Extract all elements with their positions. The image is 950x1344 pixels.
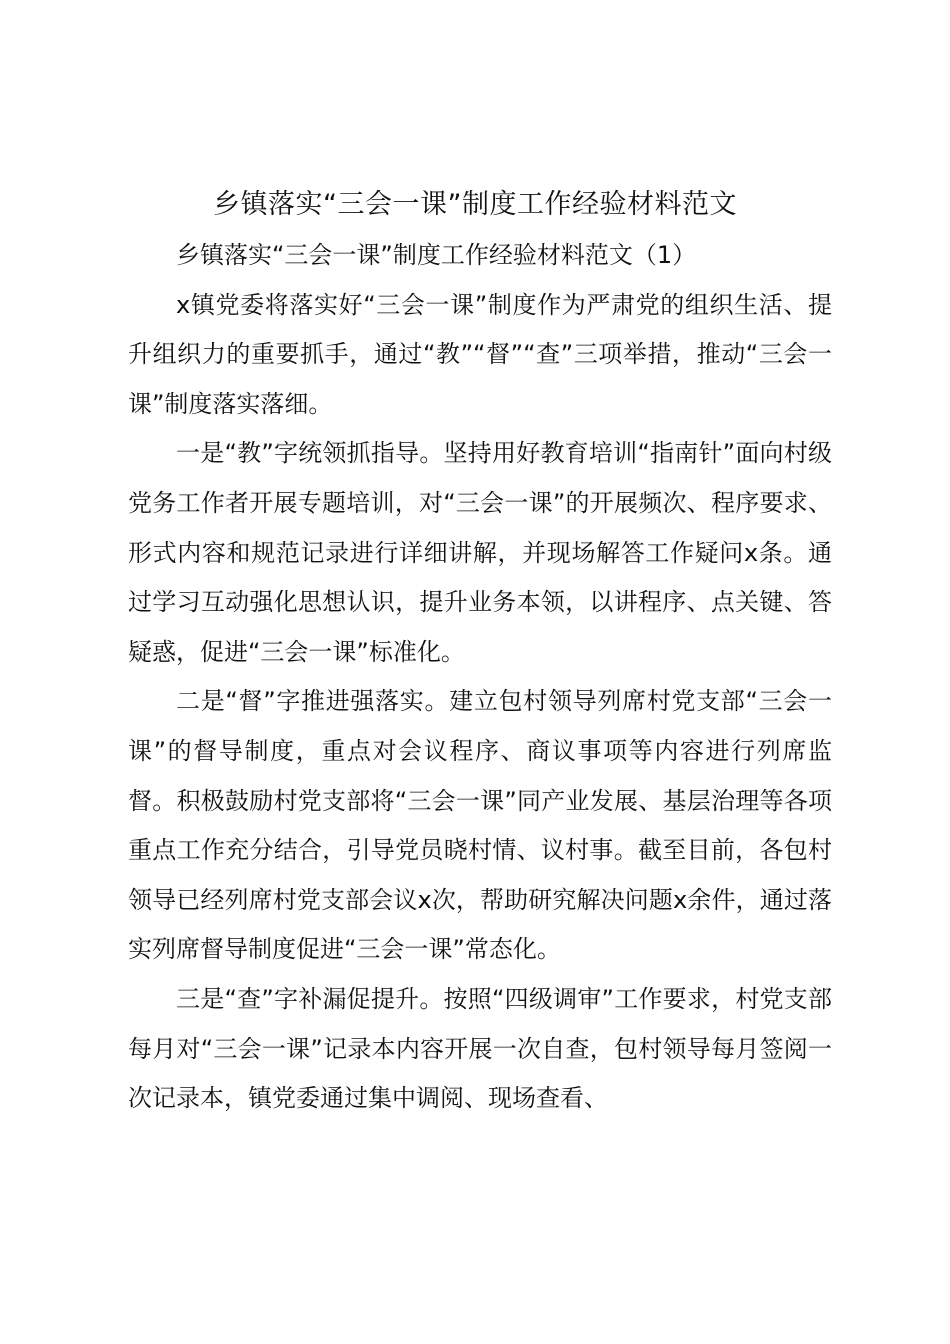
document-subtitle: 乡镇落实“三会一课”制度工作经验材料范文（1） [176,241,697,269]
document-body [128,231,832,1124]
paragraph-inspect: 三是“查”字补漏促提升。按照“四级调审”工作要求，村党支部每月对“三会一课”记录本内容开展一次自查，包村领导每月签阅一次记录本，镇党委通过集中调阅、现场查看、 [128,984,832,1113]
paragraph-supervise: 二是“督”字推进强落实。建立包村领导列席村党支部“三会一课”的督导制度，重点对会议程序、商议事项等内容进行列席监督。积极鼓励村党支部将“三会一课”同产业发展、基层治理等各项重点工作充分结合，引导党员晓村情、议村事。截至目前，各包村领导已经列席村党支部会议x次，帮助研究解决问题x余件，通过落实列席督导制度促进“三会一课”常态化。 [128,687,832,964]
paragraph-intro: x镇党委将落实好“三会一课”制度作为严肃党的组织生活、提升组织力的重要抓手，通过“教”“督”“查”三项举措，推动“三会一课”制度落实落细。 [128,290,832,418]
document-title: 乡镇落实“三会一课”制度工作经验材料范文 [213,189,737,220]
paragraph-teach: 一是“教”字统领抓指导。坚持用好教育培训“指南针”面向村级党务工作者开展专题培训，对“三会一课”的开展频次、程序要求、形式内容和规范记录进行详细讲解，并现场解答工作疑问x条。通过学习互动强化思想认识，提升业务本领，以讲程序、点关键、答疑惑，促进“三会一课”标准化。 [128,439,832,666]
